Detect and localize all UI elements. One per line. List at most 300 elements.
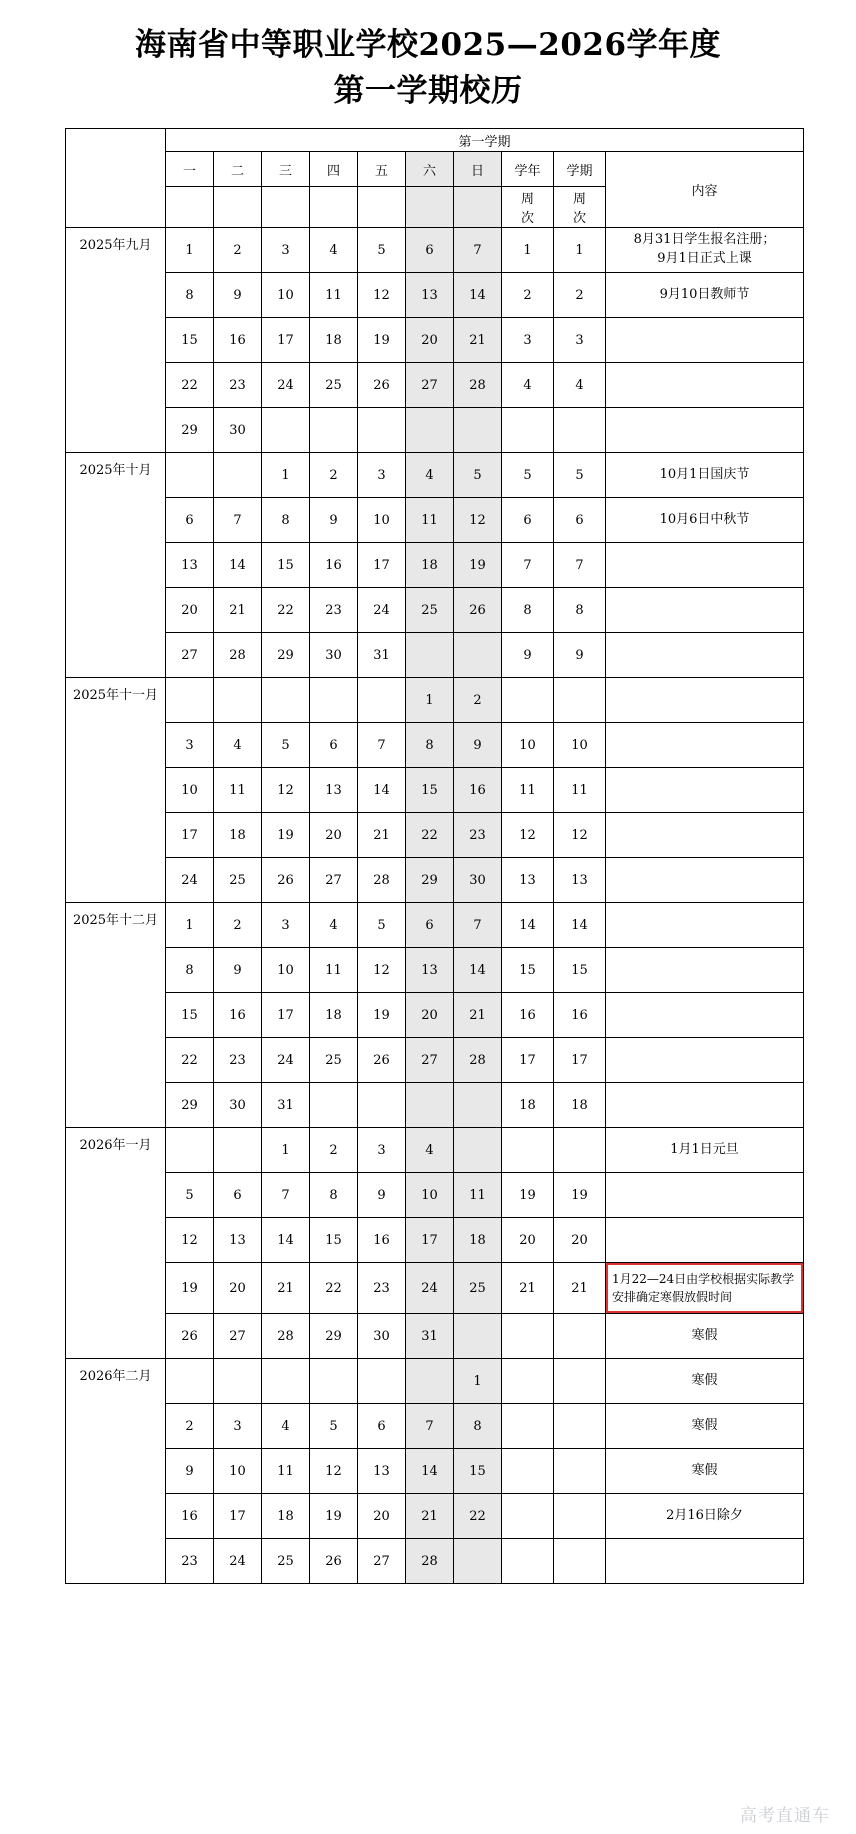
note-cell [606, 363, 804, 408]
term-week: 13 [554, 858, 606, 903]
term-week: 2 [554, 273, 606, 318]
day-cell: 1 [262, 1128, 310, 1173]
table-row [66, 1314, 804, 1359]
school-year-week: 17 [502, 1038, 554, 1083]
header-school-year: 学年 [502, 152, 554, 187]
day-cell [454, 1128, 502, 1173]
day-cell: 1 [166, 903, 214, 948]
school-year-week: 5 [502, 453, 554, 498]
day-cell: 12 [454, 498, 502, 543]
month-label-month: 九月 [125, 238, 152, 253]
day-cell: 18 [454, 1218, 502, 1263]
note-cell [606, 903, 804, 948]
term-week: 9 [554, 633, 606, 678]
day-cell: 10 [214, 1449, 262, 1494]
school-year-week: 13 [502, 858, 554, 903]
note-cell [606, 588, 804, 633]
table-row [66, 228, 804, 273]
term-week [554, 1359, 606, 1404]
school-year-week: 15 [502, 948, 554, 993]
school-year-week [502, 1404, 554, 1449]
day-cell: 18 [310, 993, 358, 1038]
school-year-week: 3 [502, 318, 554, 363]
note-cell: 10月6日中秋节 [606, 498, 804, 543]
day-cell: 7 [358, 723, 406, 768]
term-week: 16 [554, 993, 606, 1038]
table-row [66, 1173, 804, 1218]
day-cell [310, 1359, 358, 1404]
day-cell: 17 [262, 318, 310, 363]
day-cell: 18 [310, 318, 358, 363]
day-cell: 2 [310, 453, 358, 498]
day-cell [454, 1539, 502, 1584]
note-cell [606, 1173, 804, 1218]
term-week: 15 [554, 948, 606, 993]
school-year-week: 16 [502, 993, 554, 1038]
header-term-weeknum: 周 次 [554, 187, 606, 228]
day-cell: 25 [310, 363, 358, 408]
day-cell: 18 [214, 813, 262, 858]
term-week: 10 [554, 723, 606, 768]
day-cell: 20 [406, 993, 454, 1038]
term-week: 5 [554, 453, 606, 498]
term-week [554, 1314, 606, 1359]
day-cell: 17 [166, 813, 214, 858]
day-cell: 31 [406, 1314, 454, 1359]
school-year-week: 8 [502, 588, 554, 633]
day-cell: 12 [310, 1449, 358, 1494]
day-cell: 28 [454, 363, 502, 408]
day-cell: 7 [214, 498, 262, 543]
day-cell: 10 [406, 1173, 454, 1218]
day-cell [358, 1359, 406, 1404]
table-row [66, 1263, 804, 1314]
day-cell: 24 [358, 588, 406, 633]
day-cell: 25 [454, 1263, 502, 1314]
header-weekday-spacer-6 [406, 187, 454, 228]
school-calendar-table [65, 128, 804, 1584]
day-cell: 29 [262, 633, 310, 678]
day-cell: 23 [214, 363, 262, 408]
day-cell: 24 [262, 363, 310, 408]
school-year-week [502, 408, 554, 453]
term-week [554, 1539, 606, 1584]
school-year-week: 14 [502, 903, 554, 948]
page-title-line1: 海南省中等职业学校2025—2026学年度 [134, 27, 722, 63]
school-year-week [502, 1314, 554, 1359]
note-cell: 寒假 [606, 1314, 804, 1359]
day-cell: 11 [406, 498, 454, 543]
day-cell: 28 [214, 633, 262, 678]
day-cell: 19 [310, 1494, 358, 1539]
day-cell: 12 [262, 768, 310, 813]
day-cell: 6 [214, 1173, 262, 1218]
day-cell: 14 [262, 1218, 310, 1263]
day-cell: 4 [214, 723, 262, 768]
table-row [66, 453, 804, 498]
day-cell: 16 [214, 318, 262, 363]
day-cell: 6 [358, 1404, 406, 1449]
school-year-week: 11 [502, 768, 554, 813]
day-cell [406, 1083, 454, 1128]
term-week: 8 [554, 588, 606, 633]
day-cell: 28 [406, 1539, 454, 1584]
school-year-week: 20 [502, 1218, 554, 1263]
day-cell: 3 [166, 723, 214, 768]
month-label-month: 二月 [125, 1369, 152, 1384]
day-cell: 4 [406, 1128, 454, 1173]
day-cell: 21 [358, 813, 406, 858]
day-cell: 22 [406, 813, 454, 858]
day-cell: 15 [406, 768, 454, 813]
term-week: 12 [554, 813, 606, 858]
term-week: 6 [554, 498, 606, 543]
day-cell: 11 [310, 273, 358, 318]
header-weekday-spacer-7 [454, 187, 502, 228]
month-label-month: 一月 [125, 1138, 152, 1153]
school-year-week: 7 [502, 543, 554, 588]
day-cell: 20 [166, 588, 214, 633]
day-cell [454, 408, 502, 453]
day-cell [310, 408, 358, 453]
day-cell: 15 [454, 1449, 502, 1494]
day-cell: 29 [166, 1083, 214, 1128]
table-row [66, 588, 804, 633]
day-cell: 20 [358, 1494, 406, 1539]
day-cell: 22 [262, 588, 310, 633]
day-cell: 3 [262, 903, 310, 948]
day-cell: 22 [310, 1263, 358, 1314]
header-weekday-spacer-2 [214, 187, 262, 228]
day-cell: 9 [214, 273, 262, 318]
day-cell: 27 [310, 858, 358, 903]
school-year-week [502, 1359, 554, 1404]
month-label-year: 2026年 [79, 1138, 126, 1153]
day-cell: 2 [454, 678, 502, 723]
header-weekday-6: 六 [406, 152, 454, 187]
day-cell: 26 [454, 588, 502, 633]
table-row [66, 993, 804, 1038]
day-cell: 25 [406, 588, 454, 633]
day-cell [310, 1083, 358, 1128]
note-cell [606, 948, 804, 993]
note-cell [606, 678, 804, 723]
day-cell: 17 [358, 543, 406, 588]
school-year-week: 10 [502, 723, 554, 768]
note-line: 8月31日学生报名注册； [633, 232, 776, 248]
note-cell: 寒假 [606, 1449, 804, 1494]
term-week: 20 [554, 1218, 606, 1263]
day-cell: 31 [358, 633, 406, 678]
header-weekday-1: 一 [166, 152, 214, 187]
month-label [66, 678, 166, 903]
table-row [66, 408, 804, 453]
note-cell [606, 1218, 804, 1263]
day-cell: 19 [358, 993, 406, 1038]
table-row [66, 543, 804, 588]
month-label-year: 2026年 [79, 1369, 126, 1384]
term-week [554, 408, 606, 453]
table-row [66, 678, 804, 723]
day-cell: 14 [454, 273, 502, 318]
header-weekday-spacer-4 [310, 187, 358, 228]
school-year-week: 21 [502, 1263, 554, 1314]
day-cell: 6 [166, 498, 214, 543]
day-cell: 1 [166, 228, 214, 273]
day-cell: 26 [262, 858, 310, 903]
note-cell: 1月1日元旦 [606, 1128, 804, 1173]
table-row [66, 363, 804, 408]
note-cell [606, 858, 804, 903]
day-cell [214, 453, 262, 498]
note-cell [606, 318, 804, 363]
watermark: 高考直通车 [740, 1806, 830, 1826]
day-cell: 24 [214, 1539, 262, 1584]
day-cell: 27 [166, 633, 214, 678]
note-cell [606, 408, 804, 453]
month-label [66, 453, 166, 678]
day-cell: 19 [166, 1263, 214, 1314]
day-cell [358, 1083, 406, 1128]
day-cell: 17 [214, 1494, 262, 1539]
school-year-week: 9 [502, 633, 554, 678]
day-cell: 12 [358, 948, 406, 993]
day-cell: 30 [214, 1083, 262, 1128]
day-cell: 16 [310, 543, 358, 588]
day-cell: 8 [262, 498, 310, 543]
month-label [66, 228, 166, 453]
day-cell: 13 [406, 273, 454, 318]
term-week: 21 [554, 1263, 606, 1314]
school-year-week: 19 [502, 1173, 554, 1218]
day-cell: 20 [310, 813, 358, 858]
day-cell: 30 [358, 1314, 406, 1359]
day-cell: 9 [358, 1173, 406, 1218]
day-cell: 10 [262, 273, 310, 318]
day-cell: 21 [214, 588, 262, 633]
day-cell: 13 [406, 948, 454, 993]
day-cell: 18 [406, 543, 454, 588]
header-term: 学期 [554, 152, 606, 187]
table-row [66, 318, 804, 363]
day-cell: 6 [406, 228, 454, 273]
day-cell: 29 [406, 858, 454, 903]
term-week: 17 [554, 1038, 606, 1083]
table-row [66, 858, 804, 903]
day-cell: 5 [166, 1173, 214, 1218]
day-cell: 26 [166, 1314, 214, 1359]
day-cell: 8 [310, 1173, 358, 1218]
term-week: 7 [554, 543, 606, 588]
day-cell: 15 [166, 993, 214, 1038]
day-cell: 24 [406, 1263, 454, 1314]
day-cell: 8 [454, 1404, 502, 1449]
calendar-table-wrap [65, 128, 795, 1584]
school-year-week [502, 1449, 554, 1494]
day-cell: 11 [310, 948, 358, 993]
day-cell: 13 [214, 1218, 262, 1263]
table-row [66, 1083, 804, 1128]
table-row [66, 633, 804, 678]
day-cell: 27 [214, 1314, 262, 1359]
day-cell [166, 1359, 214, 1404]
header-weekday-spacer-3 [262, 187, 310, 228]
term-week [554, 1449, 606, 1494]
day-cell [358, 408, 406, 453]
header-weekday-spacer-1 [166, 187, 214, 228]
note-cell: 10月1日国庆节 [606, 453, 804, 498]
day-cell: 23 [214, 1038, 262, 1083]
day-cell: 7 [262, 1173, 310, 1218]
note-cell [606, 1263, 804, 1314]
note-cell [606, 813, 804, 858]
school-year-week: 12 [502, 813, 554, 858]
day-cell: 10 [358, 498, 406, 543]
day-cell: 5 [358, 228, 406, 273]
day-cell: 2 [214, 228, 262, 273]
school-year-week [502, 1128, 554, 1173]
day-cell [262, 678, 310, 723]
day-cell: 24 [262, 1038, 310, 1083]
day-cell: 9 [454, 723, 502, 768]
month-label-month: 十月 [125, 463, 152, 478]
month-label-year: 2025年 [72, 688, 120, 703]
day-cell: 20 [406, 318, 454, 363]
day-cell: 3 [358, 1128, 406, 1173]
day-cell: 22 [454, 1494, 502, 1539]
day-cell: 22 [166, 1038, 214, 1083]
day-cell: 20 [214, 1263, 262, 1314]
day-cell: 3 [214, 1404, 262, 1449]
note-cell [606, 1539, 804, 1584]
day-cell [358, 678, 406, 723]
note-cell: 2月16日除夕 [606, 1494, 804, 1539]
day-cell: 5 [310, 1404, 358, 1449]
day-cell: 30 [454, 858, 502, 903]
month-label-year: 2025年 [79, 238, 126, 253]
month-label [66, 1128, 166, 1359]
day-cell: 31 [262, 1083, 310, 1128]
month-label [66, 1359, 166, 1584]
note-cell: 寒假 [606, 1404, 804, 1449]
day-cell: 9 [214, 948, 262, 993]
day-cell [406, 633, 454, 678]
day-cell: 1 [262, 453, 310, 498]
day-cell: 15 [166, 318, 214, 363]
header-school-year-weeknum: 周 次 [502, 187, 554, 228]
note-cell [606, 768, 804, 813]
school-year-week: 1 [502, 228, 554, 273]
table-row [66, 498, 804, 543]
day-cell: 7 [406, 1404, 454, 1449]
day-cell: 27 [406, 1038, 454, 1083]
term-week: 1 [554, 228, 606, 273]
day-cell: 7 [454, 228, 502, 273]
day-cell: 25 [214, 858, 262, 903]
day-cell: 27 [406, 363, 454, 408]
note-cell [606, 1083, 804, 1128]
note-cell [606, 723, 804, 768]
header-content: 内容 [606, 152, 804, 228]
day-cell [454, 633, 502, 678]
term-week: 4 [554, 363, 606, 408]
day-cell: 5 [262, 723, 310, 768]
day-cell: 29 [310, 1314, 358, 1359]
note-cell [606, 993, 804, 1038]
term-week: 11 [554, 768, 606, 813]
day-cell: 4 [406, 453, 454, 498]
day-cell [454, 1083, 502, 1128]
day-cell: 28 [454, 1038, 502, 1083]
day-cell: 14 [406, 1449, 454, 1494]
day-cell [310, 678, 358, 723]
day-cell: 19 [262, 813, 310, 858]
day-cell: 2 [214, 903, 262, 948]
day-cell: 5 [358, 903, 406, 948]
day-cell: 14 [454, 948, 502, 993]
note-cell [606, 1038, 804, 1083]
day-cell: 30 [214, 408, 262, 453]
term-week [554, 1404, 606, 1449]
month-label-year: 2025年 [72, 913, 120, 928]
day-cell: 26 [358, 1038, 406, 1083]
day-cell: 1 [454, 1359, 502, 1404]
day-cell: 4 [262, 1404, 310, 1449]
table-row [66, 723, 804, 768]
day-cell [406, 408, 454, 453]
day-cell: 14 [214, 543, 262, 588]
day-cell: 21 [454, 318, 502, 363]
day-cell: 7 [454, 903, 502, 948]
day-cell: 23 [310, 588, 358, 633]
day-cell: 11 [262, 1449, 310, 1494]
day-cell: 19 [454, 543, 502, 588]
school-year-week [502, 678, 554, 723]
day-cell: 25 [310, 1038, 358, 1083]
day-cell: 10 [166, 768, 214, 813]
table-row [66, 1449, 804, 1494]
day-cell [214, 1359, 262, 1404]
table-row [66, 813, 804, 858]
day-cell: 13 [310, 768, 358, 813]
note-highlight: 1月22—24日由学校根据实际教学安排确定寒假放假时间 [606, 1263, 803, 1313]
header-weekday-7: 日 [454, 152, 502, 187]
term-week: 19 [554, 1173, 606, 1218]
day-cell: 22 [166, 363, 214, 408]
note-cell: 寒假 [606, 1359, 804, 1404]
day-cell: 23 [358, 1263, 406, 1314]
table-row [66, 1359, 804, 1404]
day-cell: 23 [166, 1539, 214, 1584]
day-cell: 16 [454, 768, 502, 813]
table-row [66, 1128, 804, 1173]
day-cell: 24 [166, 858, 214, 903]
day-cell: 13 [358, 1449, 406, 1494]
header-weekday-spacer-5 [358, 187, 406, 228]
day-cell: 9 [310, 498, 358, 543]
day-cell [214, 1128, 262, 1173]
term-week [554, 678, 606, 723]
school-year-week: 2 [502, 273, 554, 318]
table-header-row-weekdays [66, 152, 804, 187]
day-cell [214, 678, 262, 723]
table-row [66, 1494, 804, 1539]
day-cell: 13 [166, 543, 214, 588]
day-cell: 2 [166, 1404, 214, 1449]
day-cell [406, 1359, 454, 1404]
day-cell: 15 [310, 1218, 358, 1263]
note-cell [606, 633, 804, 678]
